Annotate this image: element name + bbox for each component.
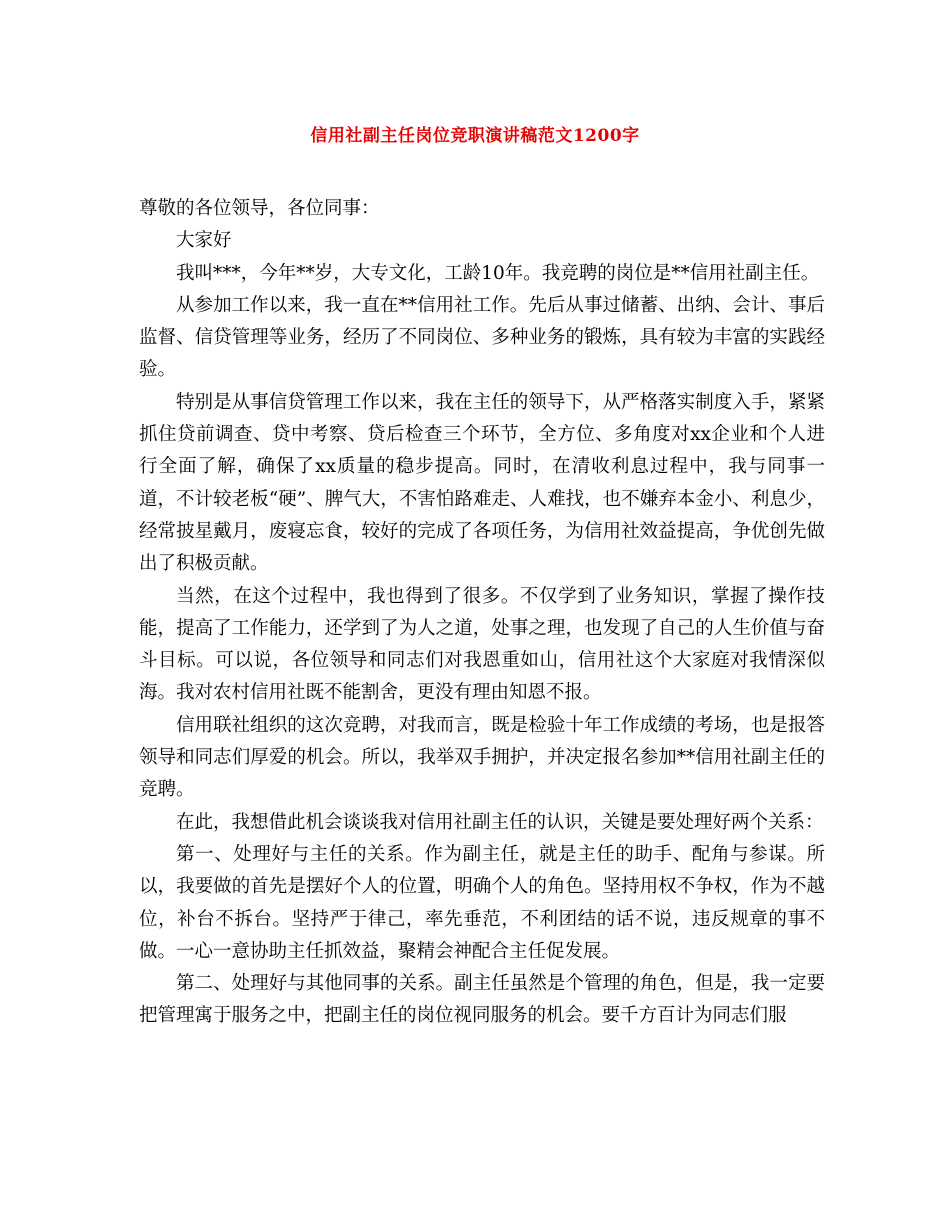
- paragraph-relation-colleagues: 第二、处理好与其他同事的关系。副主任虽然是个管理的角色，但是，我一定要把管理寓于服务之中，把副主任的岗位视同服务的机会。要千方百计为同志们服: [139, 973, 825, 1027]
- salutation: 尊敬的各位领导，各位同事：: [139, 198, 380, 219]
- paragraph-work-history: 从参加工作以来，我一直在**信用社工作。先后从事过储蓄、出纳、会计、事后监督、信贷管理等业务，经历了不同岗位、多种业务的锻炼，具有较为丰富的实践经验。: [139, 294, 825, 381]
- paragraph-relation-director: 第一、处理好与主任的关系。作为副主任，就是主任的助手、配角与参谋。所以，我要做的首先是摆好个人的位置，明确个人的角色。坚持用权不争权，作为不越位，补台不拆台。坚持严于律己，率先垂范，不利团结的话不说，违反规章的事不做。一心一意协助主任抓效益，聚精会神配合主任促发展。: [139, 843, 825, 962]
- paragraph-understanding: 在此，我想借此机会谈谈我对信用社副主任的认识，关键是要处理好两个关系：: [176, 811, 824, 833]
- paragraph-credit-management: 特别是从事信贷管理工作以来，我在主任的领导下，从严格落实制度入手，紧紧抓住贷前调查、贷中考察、贷后检查三个环节，全方位、多角度对xx企业和个人进行全面了解，确保了xx质量的稳步提高。同时，在清收利息过程中，我与同事一道，不计较老板“硬”、脾气大，不害怕路难走、人难找，也不嫌弃本金小、利息少，经常披星戴月，废寝忘食，较好的完成了各项任务，为信用社效益提高，争优创先做出了积极贡献。: [139, 391, 825, 575]
- paragraph-greeting: 大家好: [176, 230, 232, 252]
- document-title: 信用社副主任岗位竞职演讲稿范文1200字: [310, 126, 640, 146]
- paragraph-competition: 信用联社组织的这次竞聘，对我而言，既是检验十年工作成绩的考场，也是报答领导和同志们厚爱的机会。所以，我举双手拥护，并决定报名参加**信用社副主任的竞聘。: [139, 714, 825, 801]
- paragraph-gains: 当然，在这个过程中，我也得到了很多。不仅学到了业务知识，掌握了操作技能，提高了工作能力，还学到了为人之道，处事之理，也发现了自己的人生价值与奋斗目标。可以说，各位领导和同志们对我恩重如山，信用社这个大家庭对我情深似海。我对农村信用社既不能割舍，更没有理由知恩不报。: [139, 585, 825, 704]
- paragraph-introduction: 我叫***，今年**岁，大专文化，工龄10年。我竞聘的岗位是**信用社副主任。: [176, 262, 820, 284]
- document-body: [139, 193, 825, 1033]
